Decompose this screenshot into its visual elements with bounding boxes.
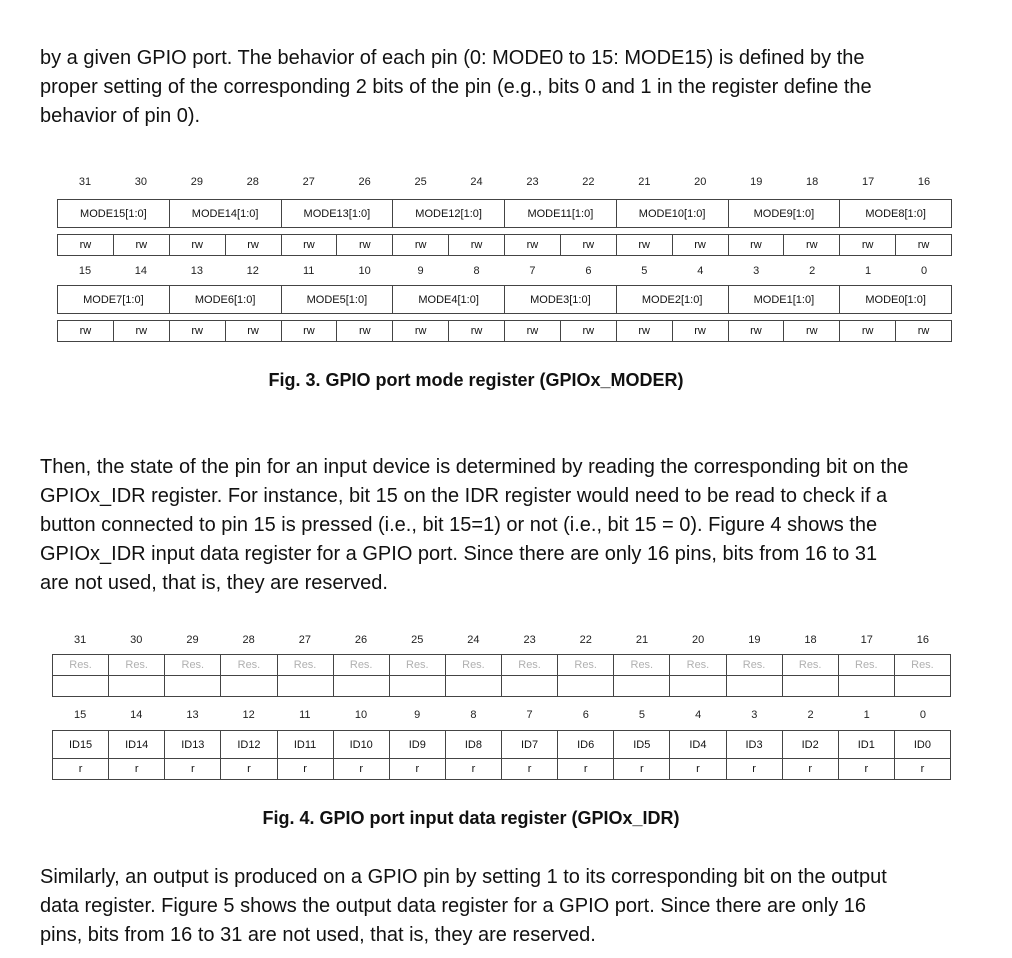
idr-access-cell: r bbox=[894, 759, 950, 780]
bit-number: 31 bbox=[78, 176, 92, 188]
idr-blank-access-cell bbox=[109, 676, 165, 697]
fig3-caption: Fig. 3. GPIO port mode register (GPIOx_MODER) bbox=[268, 370, 684, 390]
idr-access-cell: r bbox=[53, 759, 109, 780]
idr-field-cell: ID14 bbox=[109, 731, 165, 759]
bit-number: 18 bbox=[804, 634, 817, 646]
moder-access-cell: rw bbox=[337, 321, 393, 342]
bit-number: 19 bbox=[748, 634, 761, 646]
moder-access-cell: rw bbox=[840, 321, 896, 342]
bit-number: 0 bbox=[919, 709, 926, 721]
bit-number: 18 bbox=[806, 176, 819, 188]
fig4-caption: Fig. 4. GPIO port input data register (GPIOx_IDR) bbox=[262, 808, 680, 828]
bit-number: 15 bbox=[73, 709, 87, 721]
bit-number: 4 bbox=[697, 265, 704, 277]
idr-reserved-cell: Res. bbox=[502, 655, 558, 676]
bit-number: 30 bbox=[134, 176, 148, 188]
bit-number: 22 bbox=[579, 634, 592, 646]
moder-access-cell: rw bbox=[505, 235, 561, 256]
idr-blank-access-cell bbox=[277, 676, 333, 697]
bit-number: 10 bbox=[354, 709, 368, 721]
bit-number: 13 bbox=[190, 265, 203, 277]
idr-blank-access-cell bbox=[614, 676, 670, 697]
moder-access-cell: rw bbox=[58, 235, 114, 256]
idr-register-table bbox=[52, 654, 951, 697]
bit-number: 17 bbox=[861, 176, 875, 188]
idr-reserved-cell: Res. bbox=[445, 655, 501, 676]
moder-field-cell: MODE2[1:0] bbox=[616, 286, 728, 314]
moder-field-cell: MODE1[1:0] bbox=[728, 286, 840, 314]
moder-access-cell: rw bbox=[672, 321, 728, 342]
idr-access-cell: r bbox=[389, 759, 445, 780]
moder-access-cell: rw bbox=[896, 235, 952, 256]
bit-number: 27 bbox=[298, 634, 311, 646]
moder-access-cell: rw bbox=[169, 235, 225, 256]
moder-access-cell: rw bbox=[393, 321, 449, 342]
idr-reserved-cell: Res. bbox=[614, 655, 670, 676]
bit-number: 6 bbox=[582, 709, 589, 721]
idr-field-cell: ID10 bbox=[333, 731, 389, 759]
closing-paragraph: Similarly, an output is produced on a GPIO pin by setting 1 to its corresponding bit on the output data register. Figure 5 shows the output data register for a GPIO port. Since there are only 16 pins, bits from 16 to 31 are not used, that is, they are reserved. bbox=[40, 866, 887, 946]
idr-field-cell: ID11 bbox=[277, 731, 333, 759]
moder-access-cell: rw bbox=[728, 321, 784, 342]
idr-blank-access-cell bbox=[838, 676, 894, 697]
moder-field-cell: MODE3[1:0] bbox=[505, 286, 617, 314]
bit-number: 26 bbox=[358, 176, 371, 188]
idr-reserved-cell: Res. bbox=[221, 655, 277, 676]
idr-access-cell: r bbox=[558, 759, 614, 780]
idr-field-cell: ID15 bbox=[53, 731, 109, 759]
bit-number: 13 bbox=[186, 709, 199, 721]
bit-number: 21 bbox=[638, 176, 651, 188]
idr-reserved-cell: Res. bbox=[670, 655, 726, 676]
bit-number: 25 bbox=[411, 634, 424, 646]
moder-field-cell: MODE10[1:0] bbox=[616, 200, 728, 228]
bit-number: 23 bbox=[523, 634, 536, 646]
bit-number: 8 bbox=[470, 709, 477, 721]
bit-number: 9 bbox=[414, 709, 421, 721]
idr-field-cell: ID7 bbox=[502, 731, 558, 759]
bit-number: 9 bbox=[417, 265, 424, 277]
moder-field-cell: MODE13[1:0] bbox=[281, 200, 393, 228]
moder-access-cell: rw bbox=[393, 235, 449, 256]
moder-access-cell: rw bbox=[728, 235, 784, 256]
bit-number: 2 bbox=[809, 265, 816, 277]
moder-field-cell: MODE15[1:0] bbox=[58, 200, 170, 228]
idr-access-cell: r bbox=[782, 759, 838, 780]
bit-number: 3 bbox=[753, 265, 760, 277]
idr-low-bit-numbers bbox=[52, 709, 951, 721]
idr-reserved-cell: Res. bbox=[838, 655, 894, 676]
idr-reserved-cell: Res. bbox=[726, 655, 782, 676]
moder-access-cell: rw bbox=[560, 321, 616, 342]
bit-number: 12 bbox=[242, 709, 255, 721]
idr-blank-access-cell bbox=[53, 676, 109, 697]
bit-number: 2 bbox=[807, 709, 814, 721]
moder-access-cell: rw bbox=[560, 235, 616, 256]
moder-field-cell: MODE14[1:0] bbox=[169, 200, 281, 228]
moder-high-bit-numbers bbox=[57, 176, 952, 188]
idr-blank-access-cell bbox=[333, 676, 389, 697]
bit-number: 5 bbox=[641, 265, 648, 277]
bit-number: 8 bbox=[473, 265, 480, 277]
idr-blank-access-cell bbox=[502, 676, 558, 697]
bit-number: 16 bbox=[916, 634, 930, 646]
moder-access-cell: rw bbox=[281, 321, 337, 342]
idr-reserved-cell: Res. bbox=[53, 655, 109, 676]
idr-blank-access-cell bbox=[894, 676, 950, 697]
idr-access-cell: r bbox=[277, 759, 333, 780]
moder-access-cell: rw bbox=[113, 235, 169, 256]
idr-high-bit-numbers bbox=[52, 634, 951, 646]
row-spacer bbox=[58, 314, 952, 321]
bit-number: 29 bbox=[186, 634, 199, 646]
bit-number: 1 bbox=[865, 265, 872, 277]
idr-blank-access-cell bbox=[445, 676, 501, 697]
moder-access-cell: rw bbox=[896, 321, 952, 342]
idr-access-cell: r bbox=[502, 759, 558, 780]
moder-field-cell: MODE11[1:0] bbox=[505, 200, 617, 228]
moder-access-cell: rw bbox=[281, 235, 337, 256]
idr-reserved-cell: Res. bbox=[894, 655, 950, 676]
idr-reserved-cell: Res. bbox=[389, 655, 445, 676]
moder-field-cell: MODE12[1:0] bbox=[393, 200, 505, 228]
idr-blank-access-cell bbox=[782, 676, 838, 697]
moder-access-cell: rw bbox=[616, 235, 672, 256]
moder-access-cell: rw bbox=[169, 321, 225, 342]
moder-access-cell: rw bbox=[784, 235, 840, 256]
bit-number: 24 bbox=[470, 176, 483, 188]
bit-number: 7 bbox=[529, 265, 536, 277]
idr-access-cell: r bbox=[333, 759, 389, 780]
idr-field-cell: ID0 bbox=[894, 731, 950, 759]
idr-reserved-cell: Res. bbox=[109, 655, 165, 676]
bit-number: 7 bbox=[526, 709, 533, 721]
bit-number: 3 bbox=[751, 709, 758, 721]
moder-access-cell: rw bbox=[449, 321, 505, 342]
moder-field-cell: MODE9[1:0] bbox=[728, 200, 840, 228]
bit-number: 26 bbox=[354, 634, 368, 646]
idr-field-cell: ID4 bbox=[670, 731, 726, 759]
idr-field-cell: ID13 bbox=[165, 731, 221, 759]
bit-number: 12 bbox=[246, 265, 259, 277]
moder-access-cell: rw bbox=[225, 235, 281, 256]
idr-reserved-cell: Res. bbox=[165, 655, 221, 676]
idr-field-cell: ID9 bbox=[389, 731, 445, 759]
bit-number: 0 bbox=[920, 265, 928, 277]
idr-field-cell: ID2 bbox=[782, 731, 838, 759]
moder-low-bit-numbers bbox=[57, 265, 952, 277]
idr-access-cell: r bbox=[838, 759, 894, 780]
moder-access-cell: rw bbox=[225, 321, 281, 342]
idr-access-cell: r bbox=[670, 759, 726, 780]
idr-blank-access-cell bbox=[165, 676, 221, 697]
bit-number: 14 bbox=[134, 265, 148, 277]
bit-number: 1 bbox=[863, 709, 870, 721]
bit-number: 20 bbox=[694, 176, 707, 188]
bit-number: 6 bbox=[585, 265, 592, 277]
idr-blank-access-cell bbox=[389, 676, 445, 697]
bit-number: 23 bbox=[526, 176, 539, 188]
moder-access-cell: rw bbox=[58, 321, 114, 342]
bit-number: 22 bbox=[582, 176, 595, 188]
bit-number: 11 bbox=[303, 265, 315, 277]
moder-field-cell: MODE7[1:0] bbox=[58, 286, 170, 314]
bit-number: 11 bbox=[299, 709, 311, 721]
idr-blank-access-cell bbox=[726, 676, 782, 697]
bit-number: 28 bbox=[246, 176, 259, 188]
idr-reserved-cell: Res. bbox=[333, 655, 389, 676]
idr-blank-access-cell bbox=[221, 676, 277, 697]
idr-field-cell: ID5 bbox=[614, 731, 670, 759]
idr-register-table-low bbox=[52, 730, 951, 780]
bit-number: 14 bbox=[130, 709, 143, 721]
moder-access-cell: rw bbox=[672, 235, 728, 256]
bit-number: 31 bbox=[73, 634, 87, 646]
idr-paragraph: Then, the state of the pin for an input device is determined by reading the corresponding bit on the GPIOx_IDR register. For instance, bit 15 on the IDR register would need to be read to check if a button connected to pin 15 is pressed (i.e., bit 15=1) or not (i.e., bit 15 = 0). Figure 4 shows the GPIOx_IDR input data register for a GPIO port. Since there are only 16 pins, bits from 16 to 31 are not used, that is, they are reserved. bbox=[40, 456, 909, 594]
row-spacer bbox=[58, 228, 952, 235]
bit-number: 16 bbox=[917, 176, 931, 188]
idr-reserved-cell: Res. bbox=[277, 655, 333, 676]
idr-field-cell: ID1 bbox=[838, 731, 894, 759]
bit-number: 29 bbox=[190, 176, 203, 188]
bit-number: 10 bbox=[358, 265, 371, 277]
bit-number: 17 bbox=[860, 634, 873, 646]
idr-access-cell: r bbox=[109, 759, 165, 780]
moder-field-cell: MODE0[1:0] bbox=[840, 286, 952, 314]
bit-number: 24 bbox=[467, 634, 480, 646]
idr-blank-access-cell bbox=[558, 676, 614, 697]
bit-number: 4 bbox=[695, 709, 702, 721]
moder-access-cell: rw bbox=[113, 321, 169, 342]
idr-access-cell: r bbox=[445, 759, 501, 780]
bit-number: 20 bbox=[692, 634, 705, 646]
bit-number: 5 bbox=[638, 709, 646, 721]
moder-access-cell: rw bbox=[840, 235, 896, 256]
bit-number: 28 bbox=[242, 634, 255, 646]
moder-access-cell: rw bbox=[505, 321, 561, 342]
bit-number: 30 bbox=[130, 634, 143, 646]
idr-field-cell: ID3 bbox=[726, 731, 782, 759]
moder-field-cell: MODE4[1:0] bbox=[393, 286, 505, 314]
moder-field-cell: MODE8[1:0] bbox=[840, 200, 952, 228]
moder-access-cell: rw bbox=[616, 321, 672, 342]
idr-field-cell: ID12 bbox=[221, 731, 277, 759]
bit-number: 27 bbox=[302, 176, 315, 188]
moder-access-cell: rw bbox=[337, 235, 393, 256]
moder-access-cell: rw bbox=[784, 321, 840, 342]
idr-reserved-cell: Res. bbox=[782, 655, 838, 676]
idr-access-cell: r bbox=[165, 759, 221, 780]
bit-number: 19 bbox=[750, 176, 763, 188]
bit-number: 15 bbox=[78, 265, 92, 277]
moder-field-cell: MODE5[1:0] bbox=[281, 286, 393, 314]
idr-access-cell: r bbox=[614, 759, 670, 780]
bit-number: 25 bbox=[414, 176, 427, 188]
intro-paragraph: by a given GPIO port. The behavior of each pin (0: MODE0 to 15: MODE15) is defined by the proper setting of the corresponding 2 bits of the pin (e.g., bits 0 and 1 in the register define the behavior of pin 0). bbox=[40, 47, 872, 127]
idr-field-cell: ID6 bbox=[558, 731, 614, 759]
moder-access-cell: rw bbox=[449, 235, 505, 256]
idr-field-cell: ID8 bbox=[445, 731, 501, 759]
bit-number: 21 bbox=[635, 634, 649, 646]
moder-register-table-low bbox=[57, 285, 952, 342]
idr-access-cell: r bbox=[726, 759, 782, 780]
idr-reserved-cell: Res. bbox=[558, 655, 614, 676]
idr-access-cell: r bbox=[221, 759, 277, 780]
moder-register-table bbox=[57, 199, 952, 256]
moder-field-cell: MODE6[1:0] bbox=[169, 286, 281, 314]
idr-blank-access-cell bbox=[670, 676, 726, 697]
